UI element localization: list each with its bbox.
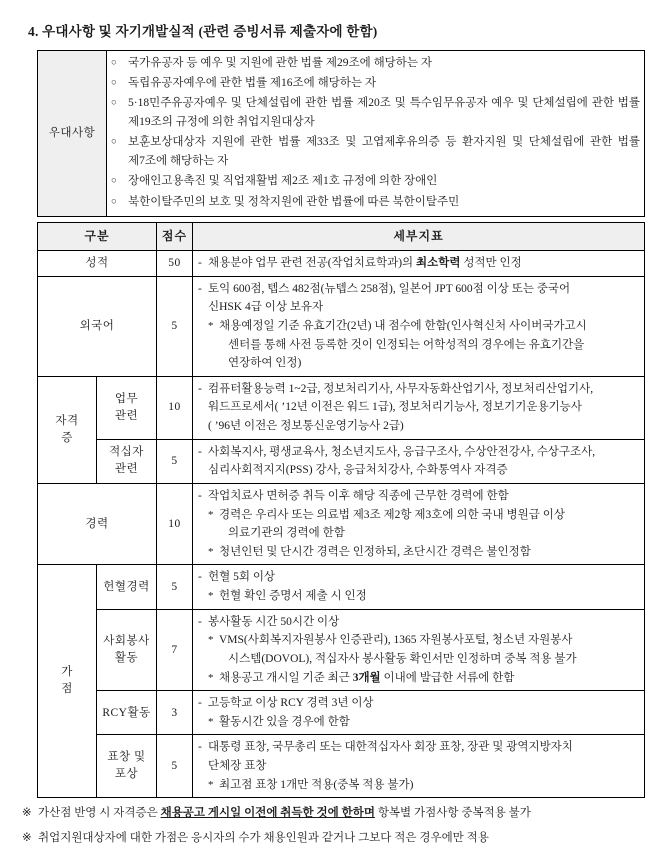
table-row-bonus-rcy <box>38 691 645 735</box>
emphasis-text: 최소학력 <box>416 257 461 270</box>
preferential-items-cell <box>107 51 645 217</box>
preferential-treatment-table <box>37 50 645 217</box>
emphasis-text: 3개월 <box>352 671 381 684</box>
row-sublabel-work-related: 업무 관련 <box>97 376 157 439</box>
score-volunteer: 7 <box>157 609 193 691</box>
list-item: ○ 5·18민주유공자예우 및 단체설립에 관한 법률 제20조 및 특수임무유공자 예우 및 단체설립에 관한 법률 제19조의 규정에 의한 취업지원대상자 <box>111 94 640 132</box>
list-item: * 활동시간 있을 경우에 한함 <box>197 713 640 732</box>
detail-grades <box>193 251 645 277</box>
column-header-score: 점수 <box>157 222 193 250</box>
list-item: - 헌혈 5회 이상 <box>197 568 640 587</box>
list-item: - 봉사활동 시간 50시간 이상 <box>197 613 640 632</box>
table-row-grades <box>38 251 645 277</box>
detail-work-related <box>193 376 645 439</box>
row-label-career: 경력 <box>38 483 157 565</box>
list-item: * 최고점 표창 1개만 적용(중복 적용 불가) <box>197 776 640 795</box>
detail-blood-donation <box>193 565 645 609</box>
list-item: - 대통령 표창, 국무총리 또는 대한적십자사 회장 표창, 장관 및 광역지방자치 단체장 표창 <box>197 738 640 775</box>
table-row-certificate-redcross <box>38 439 645 483</box>
table-row-certificate-work <box>38 376 645 439</box>
list-item: ○ 북한이탈주민의 보호 및 정착지원에 관한 법률에 따른 북한이탈주민 <box>111 193 640 212</box>
list-item: - 고등학교 이상 RCY 경력 3년 이상 <box>197 694 640 713</box>
footnote-emphasis: 채용공고 게시일 이전에 취득한 것에 한하며 <box>160 807 375 820</box>
row-label-bonus: 가 점 <box>38 565 97 798</box>
row-sublabel-rcy: RCY활동 <box>97 691 157 735</box>
list-item: * 헌혈 확인 증명서 제출 시 인정 <box>197 587 640 606</box>
detail-career <box>193 483 645 565</box>
footnote-2: ※ 취업지원대상자에 대한 가점은 응시자의 수가 채용인원과 같거나 그보다 적은 경우에만 적용 <box>22 830 650 848</box>
list-item: - 컴퓨터활용능력 1~2급, 정보처리기사, 사무자동화산업기사, 정보처리산업기사, 워드프로세서( ’12년 이전은 워드 1급), 정보처리기능사, 정보기기운용기능사 ( ’96년 이전은 정보통신운영기능사 2급) <box>197 380 640 436</box>
table-header-row <box>38 222 645 250</box>
row-sublabel-red-cross-related: 적십자 관련 <box>97 439 157 483</box>
row-sublabel-volunteer: 사회봉사 활동 <box>97 609 157 691</box>
footnote-1: ※ 가산점 반영 시 자격증은 채용공고 게시일 이전에 취득한 것에 한하며 항복별 가점사항 중복적용 불가 <box>22 805 650 823</box>
score-grades: 50 <box>157 251 193 277</box>
detail-rcy <box>193 691 645 735</box>
list-item: * VMS(사회복지자원봉사 인증관리), 1365 자원봉사포털, 청소년 자원봉사 시스템(DOVOL), 적십자사 봉사활동 확인서만 인정하며 중복 적용 불가 <box>197 631 640 668</box>
score-career: 10 <box>157 483 193 565</box>
table-row-bonus-volunteer <box>38 609 645 691</box>
row-label-certificate: 자격 증 <box>38 376 97 483</box>
score-blood-donation: 5 <box>157 565 193 609</box>
list-item: * 채용예정일 기준 유효기간(2년) 내 점수에 한함(인사혁신처 사이버국가고시 센터를 통해 사전 등록한 것이 인정되는 어학성적의 경우에는 유효기간을 연장하여 인정) <box>197 317 640 373</box>
preferential-row-label: 우대사항 <box>38 51 107 217</box>
row-sublabel-blood-donation: 헌혈경력 <box>97 565 157 609</box>
list-item: - 토익 600점, 텝스 482점(뉴텝스 258점), 일본어 JPT 600점 이상 또는 중국어 신HSK 4급 이상 보유자 <box>197 280 640 317</box>
list-item: * 경력은 우리사 또는 의료법 제3조 제2항 제3호에 의한 국내 병원급 이상 의료기관의 경력에 한함 <box>197 506 640 543</box>
score-work-related: 10 <box>157 376 193 439</box>
detail-award <box>193 735 645 798</box>
list-item: * 채용공고 개시일 기준 최근 3개월 이내에 발급한 서류에 한함 <box>197 669 640 688</box>
detail-volunteer <box>193 609 645 691</box>
preferential-item-list <box>111 54 640 212</box>
table-row-bonus-award <box>38 735 645 798</box>
row-label-grades: 성적 <box>38 251 157 277</box>
score-rcy: 3 <box>157 691 193 735</box>
list-item: - 채용분야 업무 관련 전공(작업치료학과)의 최소학력 성적만 인정 <box>197 254 640 273</box>
row-sublabel-award: 표창 및 포상 <box>97 735 157 798</box>
column-header-category: 구분 <box>38 222 157 250</box>
table-row-bonus-blood-donation <box>38 565 645 609</box>
page-title: 4. 우대사항 및 자기개발실적 (관련 증빙서류 제출자에 한함) <box>28 24 378 39</box>
list-item: ○ 독립유공자예우에 관한 법률 제16조에 해당하는 자 <box>111 74 640 93</box>
list-item: * 청년인턴 및 단시간 경력은 인정하되, 초단시간 경력은 불인정함 <box>197 543 640 562</box>
list-item: ○ 국가유공자 등 예우 및 지원에 관한 법률 제29조에 해당하는 자 <box>111 54 640 73</box>
column-header-detail: 세부지표 <box>193 222 645 250</box>
detail-red-cross-related <box>193 439 645 483</box>
list-item: ○ 장애인고용촉진 및 직업재활법 제2조 제1호 규정에 의한 장애인 <box>111 172 640 191</box>
table-row <box>38 51 645 217</box>
list-item: - 사회복지사, 평생교육사, 청소년지도사, 응급구조사, 수상안전강사, 수상구조사, 심리사회적지지(PSS) 강사, 응급처치강사, 수화통역사 자격증 <box>197 443 640 480</box>
score-award: 5 <box>157 735 193 798</box>
list-item: ○ 보훈보상대상자 지원에 관한 법률 제33조 및 고엽제후유의증 등 환자지원 및 단체설립에 관한 법률 제7조에 해당하는 자 <box>111 133 640 171</box>
row-label-foreign-language: 외국어 <box>38 276 157 376</box>
detail-foreign-language <box>193 276 645 376</box>
score-red-cross-related: 5 <box>157 439 193 483</box>
table-row-foreign-language <box>38 276 645 376</box>
table-row-career <box>38 483 645 565</box>
list-item: - 작업치료사 면허증 취득 이후 해당 직종에 근무한 경력에 한함 <box>197 487 640 506</box>
scoring-criteria-table <box>37 222 645 799</box>
score-foreign-language: 5 <box>157 276 193 376</box>
